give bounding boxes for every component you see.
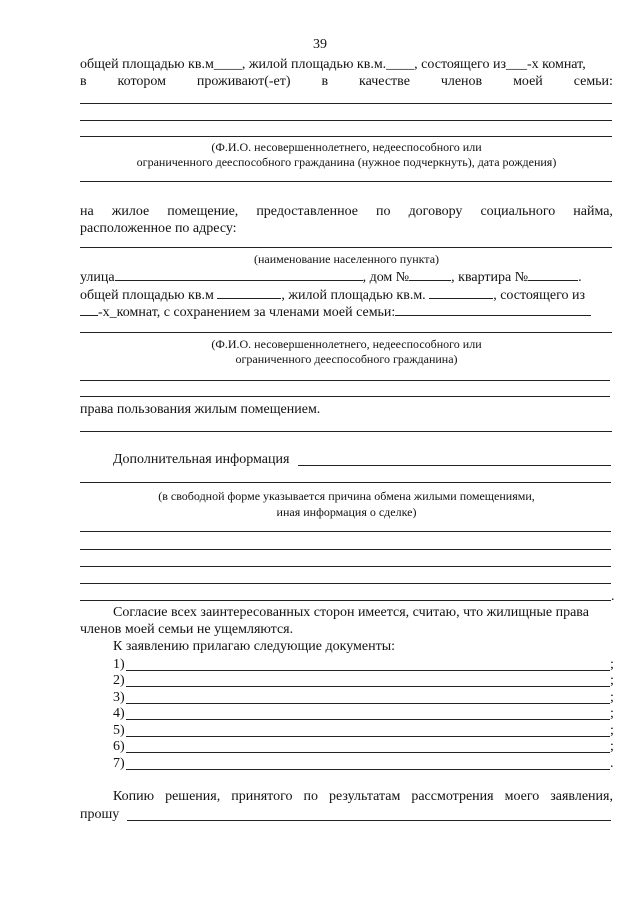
rooms-field[interactable]: [80, 303, 98, 316]
document-field-6[interactable]: [126, 752, 610, 753]
caption-additional-1: (в свободной форме указывается причина обмена жилыми помещениями,: [158, 489, 535, 503]
caption-settlement: (наименование населенного пункта): [253, 252, 440, 266]
item-number: 3): [113, 690, 125, 705]
blank-line[interactable]: [80, 583, 611, 584]
item-end: ;: [610, 723, 614, 738]
consent-line-2: членов моей семьи не ущемляются.: [80, 622, 294, 637]
house-field[interactable]: [409, 268, 451, 281]
w: предоставленное: [256, 204, 359, 219]
document-item-7: [113, 756, 125, 772]
blank-line[interactable]: [80, 332, 612, 333]
members-line: [80, 74, 613, 90]
w: семьи:: [573, 74, 613, 89]
blank-line[interactable]: [80, 396, 610, 397]
caption-fio-3: (Ф.И.О. несовершеннолетнего, недееспособного или: [211, 337, 482, 351]
apt-label: , квартира №: [451, 270, 529, 285]
w: договору: [408, 204, 463, 219]
blank-line[interactable]: [80, 380, 610, 381]
rooms-label: , состоящего из: [493, 288, 585, 303]
living-area-label: , жилой площадью кв.м.: [281, 288, 430, 303]
document-field-2[interactable]: [126, 686, 610, 687]
rooms-text: -х_комнат, с сохранением за членами моей семьи:: [98, 305, 396, 320]
document-field-3[interactable]: [126, 703, 610, 704]
document-field-5[interactable]: [126, 736, 610, 737]
w: социального: [480, 204, 556, 219]
area-field[interactable]: [217, 286, 281, 299]
w: Копию: [113, 789, 155, 804]
document-item-6: [113, 739, 125, 755]
w: решения,: [165, 789, 221, 804]
members-field[interactable]: [395, 303, 591, 316]
w: принятого: [231, 789, 293, 804]
w: на: [80, 204, 94, 219]
item-number: 7): [113, 756, 125, 771]
item-end: ;: [610, 690, 614, 705]
caption-additional-2: иная информация о сделке): [276, 505, 417, 519]
item-end: .: [610, 756, 614, 771]
w: жилое: [111, 204, 150, 219]
w: качестве: [358, 74, 410, 89]
w: членов: [440, 74, 483, 89]
blank-line[interactable]: [80, 600, 611, 601]
blank-line[interactable]: [80, 181, 612, 182]
street-field[interactable]: [115, 268, 363, 281]
item-number: 1): [113, 657, 125, 672]
caption-fio-1: (Ф.И.О. несовершеннолетнего, недееспособного или: [211, 140, 482, 154]
w: результатам: [328, 789, 401, 804]
item-end: ;: [610, 657, 614, 672]
document-item-2: [113, 673, 125, 689]
document-item-3: [113, 690, 125, 706]
w: в: [321, 74, 329, 89]
rights-line: права пользования жилым помещением.: [80, 402, 321, 417]
document-field-7[interactable]: [126, 769, 610, 770]
consent-line-1: Согласие всех заинтересованных сторон имеется, считаю, что жилищные права: [113, 605, 589, 620]
item-number: 4): [113, 706, 125, 721]
item-number: 5): [113, 723, 125, 738]
additional-period: .: [611, 589, 615, 604]
page-number: 39: [313, 37, 327, 52]
blank-line[interactable]: [80, 482, 611, 483]
blank-line[interactable]: [80, 103, 612, 104]
area-line-2: [80, 286, 585, 304]
document-item-5: [113, 723, 125, 739]
w: по: [303, 789, 318, 804]
decision-line-1: [113, 789, 613, 805]
apt-field[interactable]: [528, 268, 578, 281]
street-line: [80, 268, 582, 286]
item-end: ;: [610, 706, 614, 721]
area-line-1: общей площадью кв.м____, жилой площадью кв.м.____, состоящего из___-х комнат,: [80, 57, 586, 72]
document-field-4[interactable]: [126, 719, 610, 720]
exchange-line-1: [80, 204, 613, 220]
documents-label: К заявлению прилагаю следующие документы:: [113, 639, 396, 654]
caption-fio-4: ограниченного дееспособного гражданина): [235, 352, 458, 366]
w: проживают(-ет): [196, 74, 291, 89]
w: по: [376, 204, 391, 219]
blank-line[interactable]: [80, 120, 612, 121]
decision-line-2: прошу: [80, 807, 120, 822]
item-number: 6): [113, 739, 125, 754]
w: моей: [513, 74, 543, 89]
decision-field[interactable]: [127, 820, 611, 821]
additional-label: Дополнительная информация: [113, 452, 290, 467]
caption-fio-2: ограниченного дееспособного гражданина (нужное подчеркнуть), дата рождения): [136, 155, 557, 169]
item-number: 2): [113, 673, 125, 688]
blank-line[interactable]: [80, 531, 611, 532]
item-end: ;: [610, 739, 614, 754]
street-label: улица: [80, 270, 115, 285]
w: рассмотрения: [411, 789, 494, 804]
apt-end: .: [578, 270, 582, 285]
address-label: расположенное по адресу:: [80, 221, 237, 236]
additional-field[interactable]: [298, 465, 611, 466]
item-end: ;: [610, 673, 614, 688]
w: найма,: [573, 204, 613, 219]
area-label: общей площадью кв.м: [80, 288, 218, 303]
rooms-line: [80, 303, 591, 321]
blank-line[interactable]: [80, 549, 611, 550]
document-field-1[interactable]: [126, 670, 610, 671]
w: заявления,: [550, 789, 613, 804]
document-item-4: [113, 706, 125, 722]
blank-line[interactable]: [80, 431, 612, 432]
w: котором: [117, 74, 166, 89]
w: моего: [504, 789, 540, 804]
settlement-field[interactable]: [80, 247, 612, 248]
document-item-1: [113, 657, 125, 673]
blank-line[interactable]: [80, 566, 611, 567]
living-area-field[interactable]: [429, 286, 493, 299]
w: в: [80, 74, 87, 89]
house-label: , дом №: [362, 270, 410, 285]
w: помещение,: [167, 204, 239, 219]
blank-line[interactable]: [80, 136, 612, 137]
